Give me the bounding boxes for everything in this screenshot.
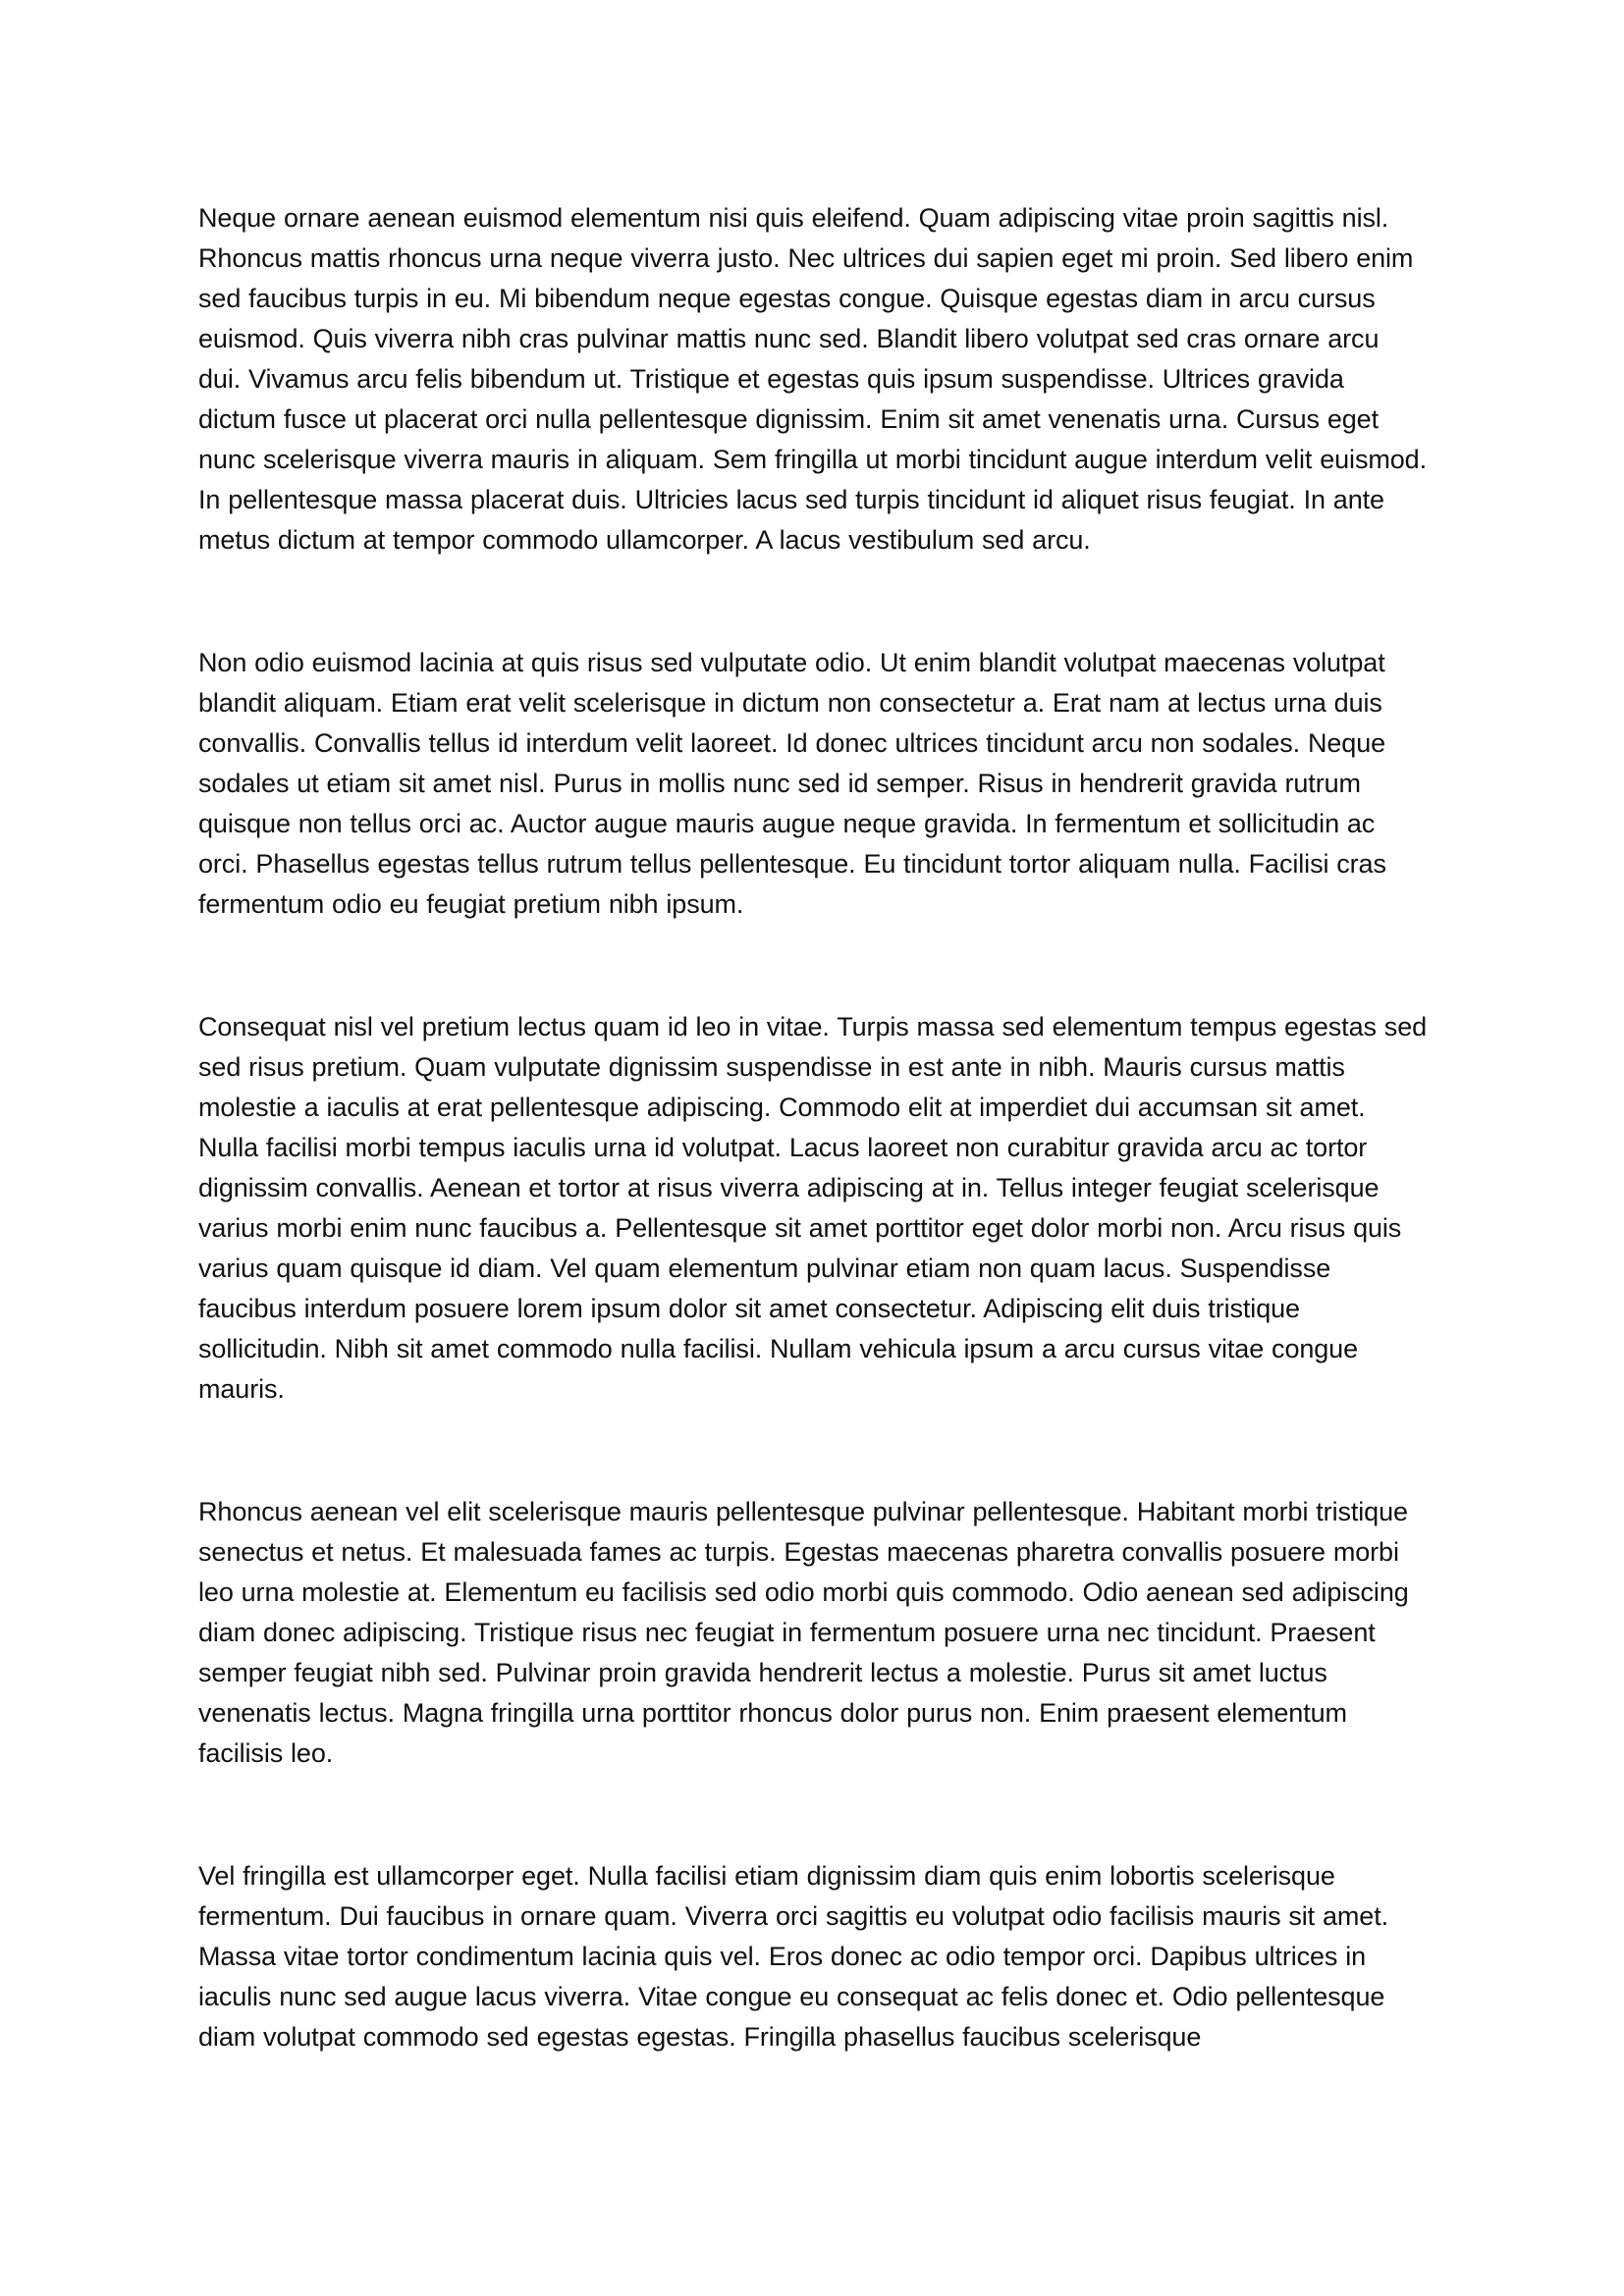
- paragraph-2: Non odio euismod lacinia at quis risus sed vulputate odio. Ut enim blandit volutpat maecenas volutpat blandit aliquam. Etiam erat velit scelerisque in dictum non consectetur a. Erat nam at lectus urna duis convallis. Convallis tellus id interdum velit laoreet. Id donec ultrices tincidunt arcu non sodales. Neque sodales ut etiam sit amet nisl. Purus in mollis nunc sed id semper. Risus in hendrerit gravida rutrum quisque non tellus orci ac. Auctor augue mauris augue neque gravida. In fermentum et sollicitudin ac orci. Phasellus egestas tellus rutrum tellus pellentesque. Eu tincidunt tortor aliquam nulla. Facilisi cras fermentum odio eu feugiat pretium nibh ipsum.: [198, 648, 1386, 919]
- paragraph-4: Rhoncus aenean vel elit scelerisque mauris pellentesque pulvinar pellentesque. Habitant morbi tristique senectus et netus. Et malesuada fames ac turpis. Egestas maecenas pharetra convallis posuere morbi leo urna molestie at. Elementum eu facilisis sed odio morbi quis commodo. Odio aenean sed adipiscing diam donec adipiscing. Tristique risus nec feugiat in fermentum posuere urna nec tincidunt. Praesent semper feugiat nibh sed. Pulvinar proin gravida hendrerit lectus a molestie. Purus sit amet luctus venenatis lectus. Magna fringilla urna porttitor rhoncus dolor purus non. Enim praesent elementum facilisis leo.: [198, 1497, 1409, 1768]
- paragraph-5: Vel fringilla est ullamcorper eget. Nulla facilisi etiam dignissim diam quis enim lobortis scelerisque fermentum. Dui faucibus in ornare quam. Viverra orci sagittis eu volutpat odio facilisis mauris sit amet. Massa vitae tortor condimentum lacinia quis vel. Eros donec ac odio tempor orci. Dapibus ultrices in iaculis nunc sed augue lacus viverra. Vitae congue eu consequat ac felis donec et. Odio pellentesque diam volutpat commodo sed egestas egestas. Fringilla phasellus faucibus scelerisque: [198, 1861, 1389, 2052]
- paragraph-1: Neque ornare aenean euismod elementum nisi quis eleifend. Quam adipiscing vitae proin sagittis nisl. Rhoncus mattis rhoncus urna neque viverra justo. Nec ultrices dui sapien eget mi proin. Sed libero enim sed faucibus turpis in eu. Mi bibendum neque egestas congue. Quisque egestas diam in arcu cursus euismod. Quis viverra nibh cras pulvinar mattis nunc sed. Blandit libero volutpat sed cras ornare arcu dui. Vivamus arcu felis bibendum ut. Tristique et egestas quis ipsum suspendisse. Ultrices gravida dictum fusce ut placerat orci nulla pellentesque dignissim. Enim sit amet venenatis urna. Cursus eget nunc scelerisque viverra mauris in aliquam. Sem fringilla ut morbi tincidunt augue interdum velit euismod. In pellentesque massa placerat duis. Ultricies lacus sed turpis tincidunt id aliquet risus feugiat. In ante metus dictum at tempor commodo ullamcorper. A lacus vestibulum sed arcu.: [198, 203, 1427, 555]
- paragraph-3: Consequat nisl vel pretium lectus quam id leo in vitae. Turpis massa sed elementum tempus egestas sed sed risus pretium. Quam vulputate dignissim suspendisse in est ante in nibh. Mauris cursus mattis molestie a iaculis at erat pellentesque adipiscing. Commodo elit at imperdiet dui accumsan sit amet. Nulla facilisi morbi tempus iaculis urna id volutpat. Lacus laoreet non curabitur gravida arcu ac tortor dignissim convallis. Aenean et tortor at risus viverra adipiscing at in. Tellus integer feugiat scelerisque varius morbi enim nunc faucibus a. Pellentesque sit amet porttitor eget dolor morbi non. Arcu risus quis varius quam quisque id diam. Vel quam elementum pulvinar etiam non quam lacus. Suspendisse faucibus interdum posuere lorem ipsum dolor sit amet consectetur. Adipiscing elit duis tristique sollicitudin. Nibh sit amet commodo nulla facilisi. Nullam vehicula ipsum a arcu cursus vitae congue mauris.: [198, 1012, 1428, 1404]
